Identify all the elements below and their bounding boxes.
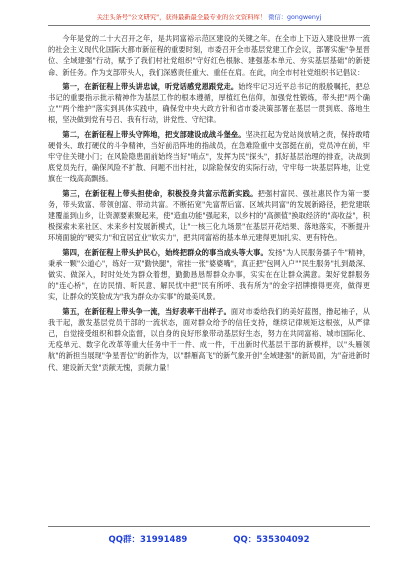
initiative-paragraph-1: 第一，在新征程上带头讲忠诚，听党话感党恩跟党走。始终牢记习近平总书记的殷殷嘱托，把总书记的重要指示批示精神作为基层工作的根本遵循，厚植红色信仰，加强党性锻炼，带头把"两个确立""两个维护"落实到具体实践中，确保党中央大政方针和省市委决策部署在基层一贯到底、落地生根，坚决做到党有号召、我有行动，讲党性、守纪律。 [48, 81, 370, 125]
initiative-heading: 第五，在新征程上带头争一流，当好表率干出样子。 [62, 306, 231, 316]
footer-qq-group: QQ群：31991489 [108, 535, 188, 545]
header-notice: 关注头条号"公文研究"，获得最新最全最专业的公文资料库！ [96, 14, 267, 21]
initiative-heading: 第一，在新征程上带头讲忠诚，听党话感党恩跟党走。 [62, 81, 239, 91]
intro-paragraph: 今年是党的二十大召开之年，是共同富裕示范区建设的关键之年。在全市上下迈入建设世界一流的社会主义现代化国际大都市新征程的重要时刻，市委召开全市基层党建工作会议，部署实施"争星晋位、全域建强"行动，赋予了我们村社党组织"守好红色根脉、建强基本单元、夯实基层基础"的新使命、新任务。作为支部带头人，我们深感责任重大、重任在肩。在此，向全市村社党组织书记倡议： [48, 34, 370, 77]
footer-divider [48, 526, 370, 527]
initiative-heading: 第三，在新征程上带头担使命，积极投身共富示范新实践。 [62, 188, 258, 198]
initiative-paragraph-4: 第四，在新征程上带头护民心，始终把群众的事当成头等大事。发扬"为人民服务孺子牛"精神，秉承一颗"公道心"，练好一双"勤快腿"，常挂一张"婆婆嘴"，真正把"包网入户""民生服务"扎到最深、做实、做深入，时时处处为群众着想，勤勤恳恳帮群众办事，实实在在让群众满意。架好党群服务的"连心桥"，在访民情、听民意、解民忧中把"民有所呼、我有所为"的金字招牌擦得更亮，做得更实，让群众的笑脸成为"我为群众办实事"的最美风景。 [48, 247, 370, 302]
initiative-paragraph-3: 第三，在新征程上带头担使命，积极投身共富示范新实践。把强村富民、强社惠民作为第一要务，带头致富、带领创富、带动共富。不断拓宽"先富帮后富、区域共同富"的发展新路径，把党建联建覆盖到山乡，让资源要素聚起来，使"造血功能"强起来，以乡村的"高颜值"换取经济的"高收益"，积极探索未来社区、未来乡村发展新模式，让"一核三化九场景"在基层开花结果、落地落实，不断提升环境面貌的"硬实力"和宜居宜业"软实力"，把共同富裕的基本单元建得更加扎实、更有特色。 [48, 188, 370, 243]
initiative-paragraph-2: 第二，在新征程上带头守阵地，把支部建设成战斗堡垒。坚决扛起为党站岗放哨之责，保持敢啃硬骨头、敢打硬仗的斗争精神，当好前沿阵地的指战员，在急难险重中支部挺在前，党员冲在前，牢牢守住关键小门；在风险隐患面前始终当好"哨点"，发挥为民"探头"，抓好基层治理的排查，决战到底党员先行，确保风险不扩散、问题不出村社，以除险保安的实际行动，守牢每一块基层阵地，让党旗在一线高高飘扬。 [48, 129, 370, 184]
header-contact: 微信：gongwenyj [268, 14, 322, 21]
initiative-heading: 第四，在新征程上带头护民心，始终把群众的事当成头等大事。 [62, 247, 268, 257]
header-banner [48, 14, 370, 22]
header-divider [48, 25, 370, 26]
document-body [48, 33, 370, 521]
footer-qq-contact: QQ：535304092 [233, 535, 310, 545]
initiative-heading: 第二，在新征程上带头守阵地，把支部建设成战斗堡垒。 [62, 129, 246, 139]
footer [48, 533, 370, 545]
initiative-paragraph-5: 第五，在新征程上带头争一流，当好表率干出样子。面对市委给我们的美好蓝图，撸起袖子，从我干起，激发基层党员干部的一流状态，面对群众给予的信任支持，继续记律规矩这根弦，从严律己，自觉接受组织和群众监督，以自身的良好形象带动基层好生态，努力在共同富裕、城市国际化、无疫单元、数字化改革等重大任务中干一件、成一件，干出新时代基层干部的新模样，以"头雁领航"的新担当展现"争星晋位"的新作为，以"群雁高飞"的新气象开创"全域建强"的新局面，为"奋进新时代、建设新天堂"贡献无愧，贡献力量！ [48, 306, 370, 372]
